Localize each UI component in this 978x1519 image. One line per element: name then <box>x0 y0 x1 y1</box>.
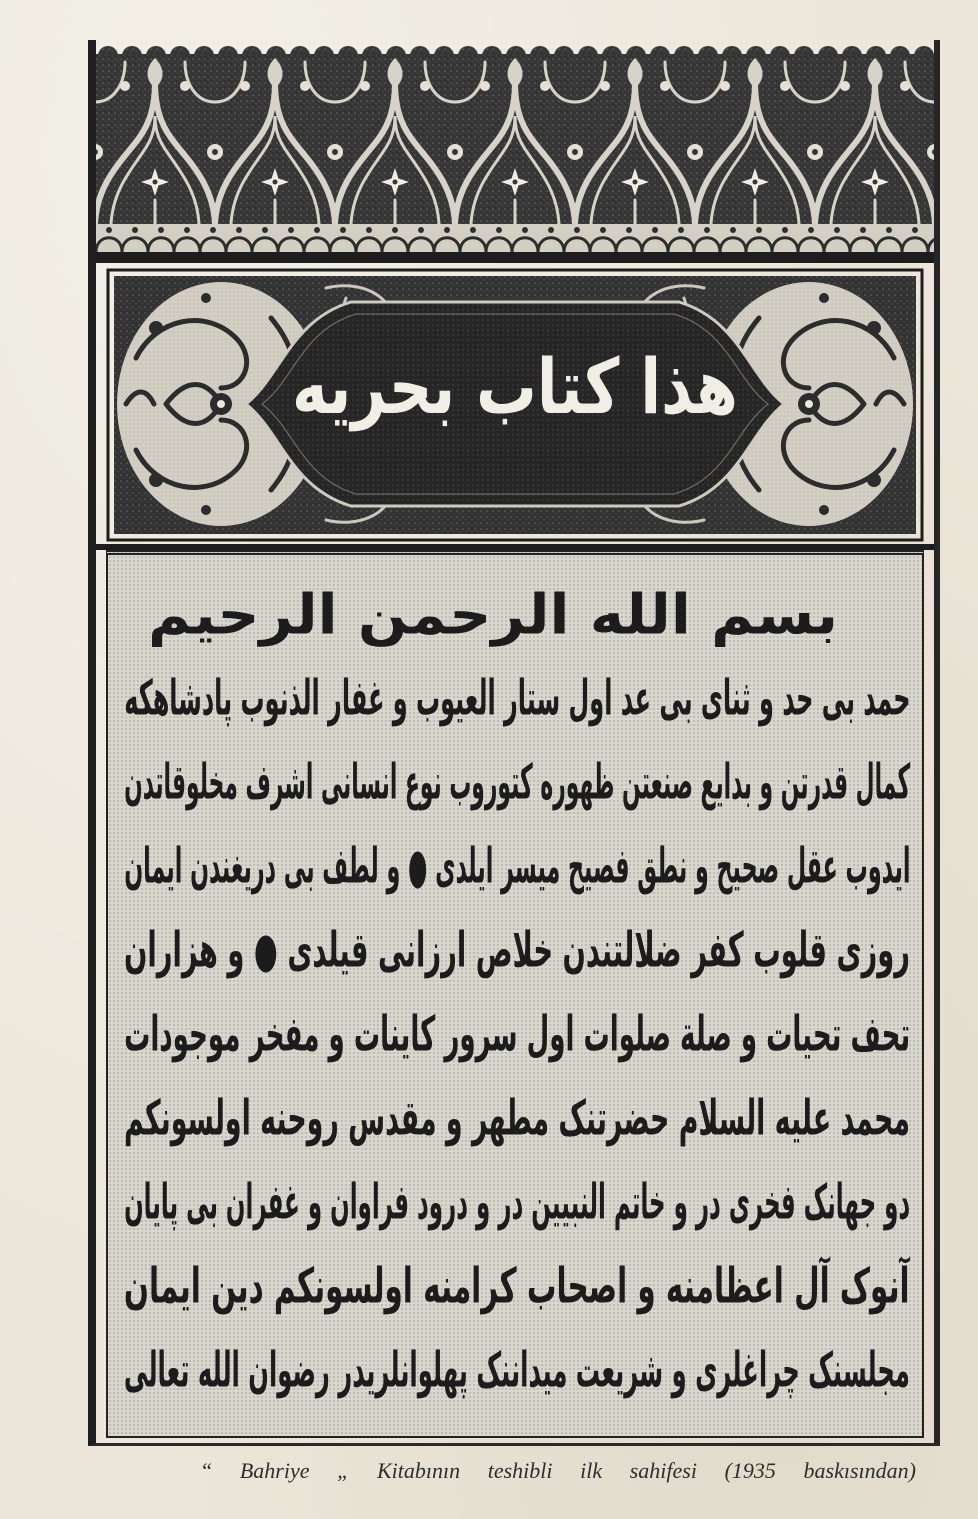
text-line-content: کمال قدرتن و بدایع صنعتن ظهوره کتوروب نوع انسانی اشرف مخلوقاتدن <box>123 754 910 811</box>
basmala-text: بسم الله الرحمن الرحيم <box>148 583 838 647</box>
text-line <box>124 993 910 1077</box>
illuminated-header-band <box>96 40 934 258</box>
title-calligraphy: هذا کتاب بحریه <box>292 342 738 431</box>
manuscript-page-frame <box>88 40 940 1446</box>
text-line-content: تحف تحیات و صلة صلوات اول سرور کاینات و مفخر موجودات <box>123 1006 910 1063</box>
text-line-content: آنوک آل اعظامنه و اصحاب کرامنه اولسونکم دین ایمان <box>124 1258 910 1315</box>
basmala-line <box>148 573 838 657</box>
text-panel <box>106 550 924 1438</box>
text-line-content: ایدوب عقل صحیح و نطق فصیح میسر ایلدی ● و لطف بی دریغندن ایمان <box>123 838 910 895</box>
text-line-content: مجلسنک چراغلری و شریعت میداننک پهلوانلریدر رضوان الله تعالی <box>124 1342 910 1399</box>
figure-caption: “ Bahriye „ Kitabının teshibli ilk sahifesi (1935 baskısından) <box>200 1458 916 1483</box>
text-line <box>124 1077 910 1161</box>
text-line <box>124 1329 910 1413</box>
text-line <box>124 825 910 909</box>
text-line <box>124 657 910 741</box>
text-line <box>124 741 910 825</box>
text-line <box>124 1161 910 1245</box>
text-line <box>124 909 910 993</box>
text-line <box>124 1245 910 1329</box>
title-calligraphy-box <box>292 322 738 452</box>
text-line-content: روزی قلوب کفر ضلالتندن خلاص ارزانی قیلدی ● و هزاران <box>123 922 910 979</box>
text-line-content: حمد بی حد و ثنای بی عد اول ستار العیوب و غفار الذنوب پادشاهکه <box>123 670 910 727</box>
text-line-content: محمد علیه السلام حضرتنک مطهر و مقدس روحنه اولسونکم <box>124 1090 910 1147</box>
text-line-content: دو جهانک فخری در و خاتم النبیین در و درود فراوان و غفران بی پایان <box>123 1174 910 1231</box>
